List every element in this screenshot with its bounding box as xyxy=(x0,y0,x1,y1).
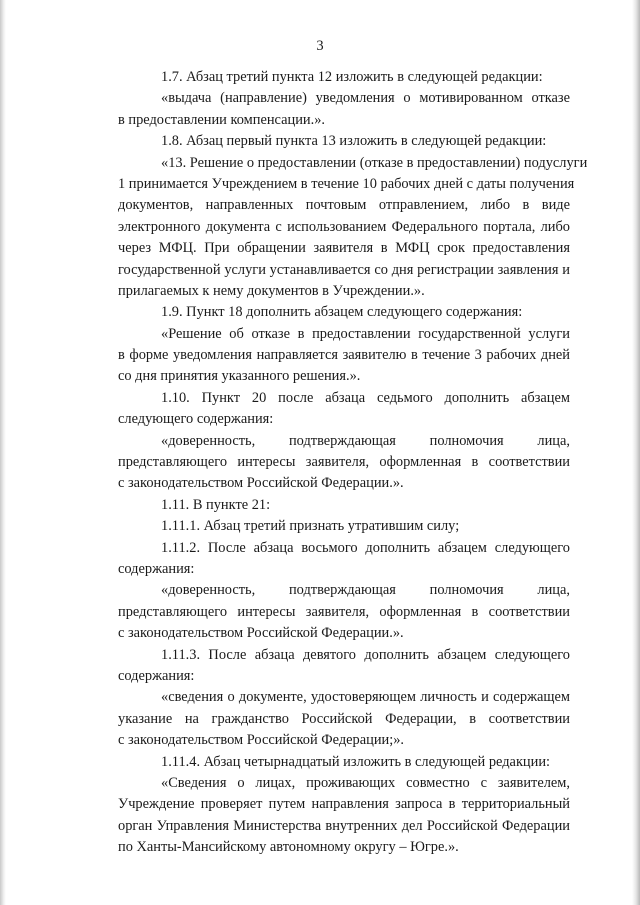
text-line: документов, направленных почтовым отправлением, либо в виде xyxy=(118,197,570,214)
text-line: Учреждение проверяет путем направления запроса в территориальный xyxy=(118,796,570,813)
text-line: содержания: xyxy=(118,667,195,684)
text-line: 1.10. Пункт 20 после абзаца седьмого дополнить абзацем xyxy=(161,389,570,406)
text-line: представляющего интересы заявителя, оформленная в соответствии xyxy=(118,454,570,471)
text-line: с законодательством Российской Федерации;». xyxy=(118,732,405,749)
text-line: государственной услуги устанавливается со дня регистрации заявления и xyxy=(118,261,570,278)
text-line: 1.11. В пункте 21: xyxy=(161,496,271,513)
text-line: электронного документа с использованием Федерального портала, либо xyxy=(118,218,570,235)
text-line: 1.11.2. После абзаца восьмого дополнить абзацем следующего xyxy=(161,539,570,556)
text-line: представляющего интересы заявителя, оформленная в соответствии xyxy=(118,603,570,620)
scan-edge-left xyxy=(0,0,6,905)
text-line: указание на гражданство Российской Федерации, в соответствии xyxy=(118,710,570,727)
scan-edge-right xyxy=(632,0,640,905)
text-line: содержания: xyxy=(118,560,195,577)
text-line: в предоставлении компенсации.». xyxy=(118,111,325,128)
text-line: через МФЦ. При обращении заявителя в МФЦ срок предоставления xyxy=(118,240,570,257)
text-line: «доверенность, подтверждающая полномочия лица, xyxy=(161,582,570,599)
text-line: в форме уведомления направляется заявителю в течение 3 рабочих дней xyxy=(118,347,570,364)
text-line: 1.9. Пункт 18 дополнить абзацем следующего содержания: xyxy=(161,304,523,321)
text-line: «сведения о документе, удостоверяющем личность и содержащем xyxy=(161,689,570,706)
text-line: следующего содержания: xyxy=(118,411,274,428)
text-line: по Ханты-Мансийскому автономному округу – Югре.». xyxy=(118,839,459,856)
document-body xyxy=(118,67,588,858)
text-line: «Решение об отказе в предоставлении государственной услуги xyxy=(161,325,570,342)
text-line: «Сведения о лицах, проживающих совместно с заявителем, xyxy=(161,774,570,791)
text-line: 1.8. Абзац первый пункта 13 изложить в следующей редакции: xyxy=(161,133,547,150)
page-number: 3 xyxy=(316,38,324,54)
text-line: «доверенность, подтверждающая полномочия лица, xyxy=(161,432,570,449)
text-line: «выдача (направление) уведомления о мотивированном отказе xyxy=(161,90,570,107)
text-line: «13. Решение о предоставлении (отказе в предоставлении) подуслуги xyxy=(161,154,588,171)
text-line: 1.7. Абзац третий пункта 12 изложить в следующей редакции: xyxy=(161,69,543,85)
text-line: со дня принятия указанного решения.». xyxy=(118,368,361,385)
text-line: 1.11.4. Абзац четырнадцатый изложить в следующей редакции: xyxy=(161,753,551,770)
text-line: 1 принимается Учреждением в течение 10 рабочих дней с даты получения xyxy=(118,175,575,192)
text-line: с законодательством Российской Федерации.». xyxy=(118,475,404,492)
text-line: с законодательством Российской Федерации.». xyxy=(118,625,404,642)
text-line: 1.11.1. Абзац третий признать утратившим силу; xyxy=(161,518,460,535)
text-line: прилагаемых к нему документов в Учреждении.». xyxy=(118,282,425,299)
text-line: орган Управления Министерства внутренних дел Российской Федерации xyxy=(118,817,570,834)
text-line: 1.11.3. После абзаца девятого дополнить абзацем следующего xyxy=(161,646,570,663)
